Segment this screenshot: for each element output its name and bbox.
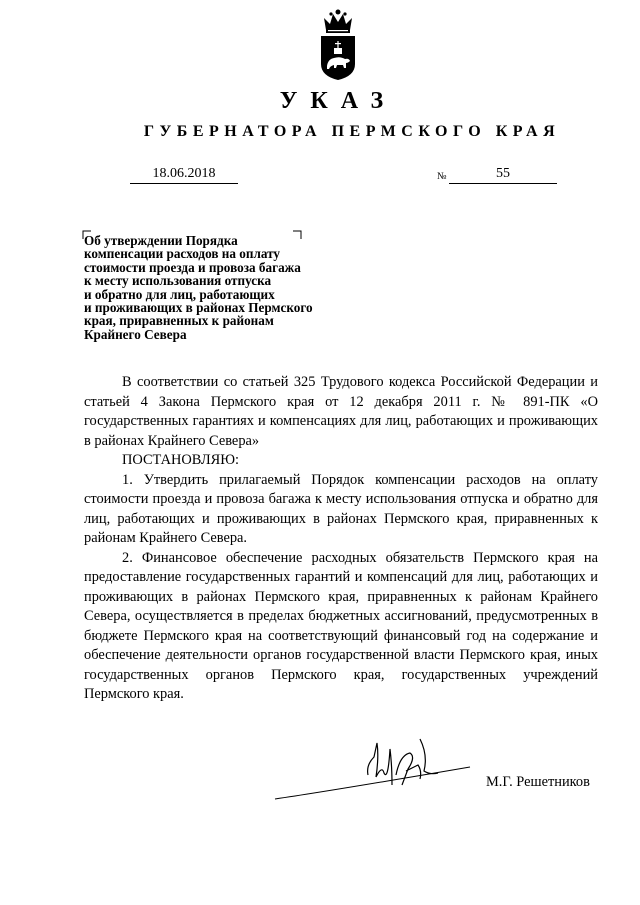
subject-line: стоимости проезда и провоза багажа xyxy=(84,259,301,275)
subject-line: и обратно для лиц, работающих xyxy=(84,286,275,302)
coat-of-arms-icon xyxy=(318,8,358,82)
handwritten-signature xyxy=(270,735,480,815)
subject-line: края, приравненных к районам xyxy=(84,313,274,329)
subject-line: компенсации расходов на оплату xyxy=(84,246,280,262)
subject-line: и проживающих в районах Пермского xyxy=(84,300,313,316)
document-subtitle: ГУБЕРНАТОРА ПЕРМСКОГО КРАЯ xyxy=(143,123,561,140)
document-body xyxy=(84,373,598,705)
item-1-paragraph: 1. Утвердить прилагаемый Порядок компенсации расходов на оплату стоимости проезда и провоза багажа к месту использования отпуска и обратно для лиц, работающих и проживающих в районах Пермского края, приравненных к районам Крайнего Севера. xyxy=(84,471,598,546)
document-number: 55 xyxy=(449,166,557,184)
decree-statement: ПОСТАНОВЛЯЮ: xyxy=(122,452,240,468)
document-subject xyxy=(84,234,364,341)
subject-line: Крайнего Севера xyxy=(84,326,187,342)
signer-name: М.Г. Решетников xyxy=(486,774,590,790)
document-date: 18.06.2018 xyxy=(130,166,238,184)
preamble-paragraph: В соответствии со статьей 325 Трудового кодекса Российской Федерации и статьей 4 Закона Пермского края от 12 декабря 2011 г. № 891-ПК «О государственных гарантиях и компенсациях для лиц, работающих и проживающих в районах Крайнего Севера» xyxy=(84,374,598,449)
subject-line: к месту использования отпуска xyxy=(84,273,272,289)
document-title: УКАЗ xyxy=(279,88,397,114)
number-sign: № xyxy=(437,171,447,182)
subject-line: Об утверждении Порядка xyxy=(84,233,238,248)
item-2-paragraph: 2. Финансовое обеспечение расходных обязательств Пермского края на предоставление государственных гарантий и компенсаций для лиц, работающих и проживающих в районах Пермского края, приравненных к районам Крайнего Севера, осуществляется в пределах бюджетных ассигнований, предусмотренных в бюджете Пермского края на соответствующий финансовый год на содержание и обеспечение деятельности органов государственной власти Пермского края, иных государственных органов Пермского края, государственных учреждений Пермского края. xyxy=(84,549,598,702)
